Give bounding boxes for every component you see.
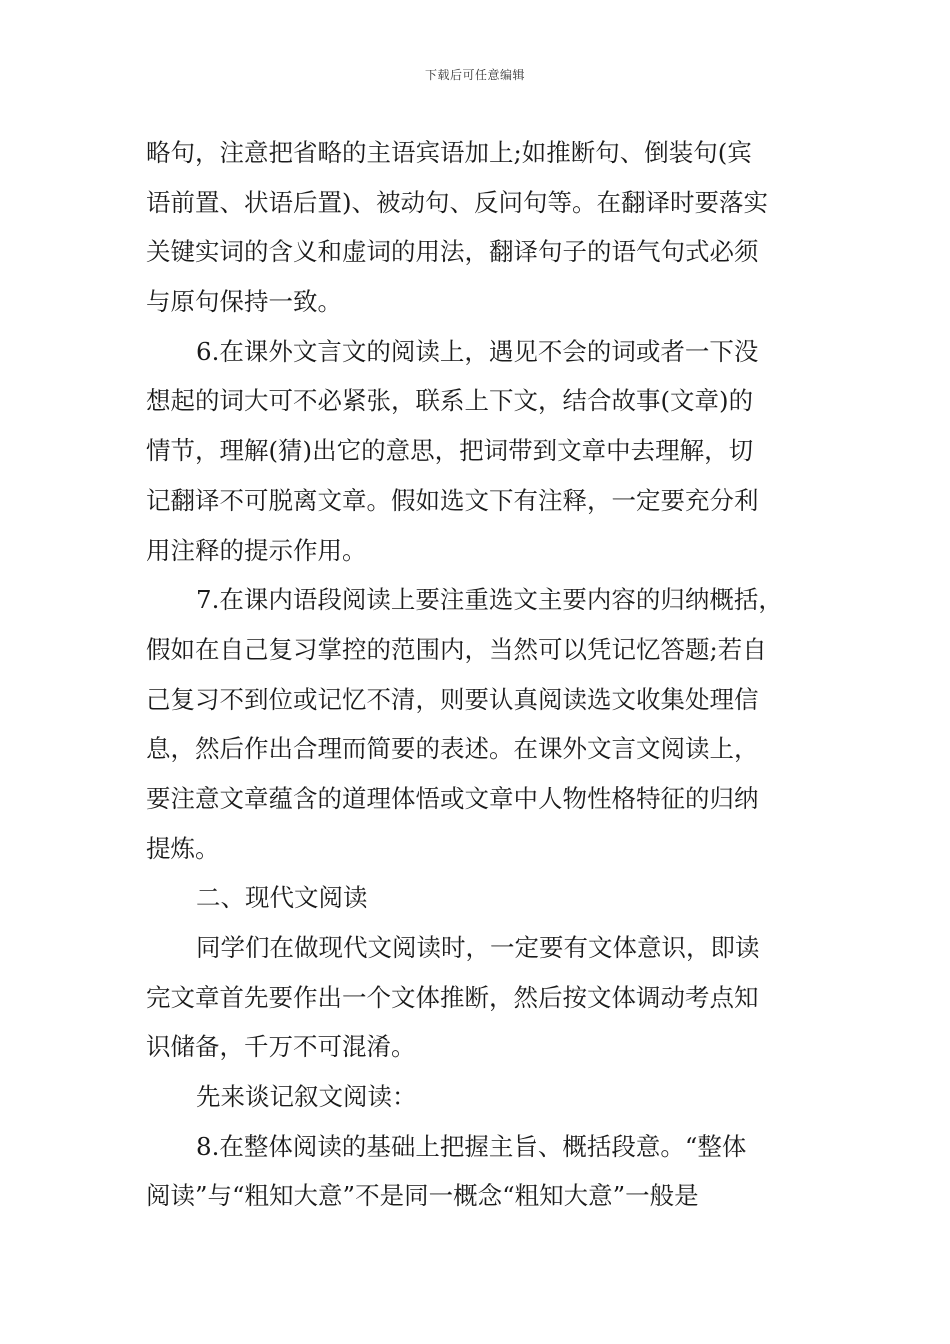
text-line: 略句，注意把省略的主语宾语加上;如推断句、倒装句(宾 — [146, 138, 752, 167]
text-line: 情节，理解(猜)出它的意思，把词带到文章中去理解，切 — [146, 436, 754, 466]
text-line: 要注意文章蕴含的道理体悟或文章中人物性格特征的归纳 — [146, 783, 759, 813]
page-header: 下载后可任意编辑 — [424, 68, 525, 82]
text-line: 识储备，千万不可混淆。 — [146, 1032, 416, 1062]
text-line: 与原句保持一致。 — [146, 287, 342, 317]
document-body — [146, 128, 818, 1221]
text-line: 关键实词的含义和虚词的用法，翻译句子的语气句式必须 — [146, 237, 759, 267]
text-line: 提炼。 — [146, 833, 220, 863]
text-line: 先来谈记叙文阅读： — [196, 1082, 417, 1112]
text-line: 用注释的提示作用。 — [146, 535, 367, 565]
text-line: 8.在整体阅读的基础上把握主旨、概括段意。“整体 — [196, 1131, 747, 1161]
text-line: 己复习不到位或记忆不清，则要认真阅读选文收集处理信 — [146, 684, 759, 714]
text-line: 完文章首先要作出一个文体推断，然后按文体调动考点知 — [146, 982, 759, 1012]
section-heading: 二、现代文阅读 — [196, 883, 368, 913]
text-line: 假如在自己复习掌控的范围内，当然可以凭记忆答题;若自 — [146, 634, 767, 664]
text-line: 想起的词大可不必紧张，联系上下文，结合故事(文章)的 — [146, 386, 754, 416]
text-line: 6.在课外文言文的阅读上，遇见不会的词或者一下没 — [196, 336, 759, 366]
text-line: 息，然后作出合理而简要的表述。在课外文言文阅读上， — [146, 734, 759, 764]
text-line: 同学们在做现代文阅读时，一定要有文体意识，即读 — [196, 933, 760, 962]
text-line: 阅读”与“粗知大意”不是同一概念“粗知大意”一般是 — [146, 1181, 699, 1211]
text-line: 语前置、状语后置)、被动句、反问句等。在翻译时要落实 — [146, 187, 769, 217]
text-line: 7.在课内语段阅读上要注重选文主要内容的归纳概括， — [196, 585, 783, 615]
text-line: 记翻译不可脱离文章。假如选文下有注释，一定要充分利 — [146, 485, 759, 515]
